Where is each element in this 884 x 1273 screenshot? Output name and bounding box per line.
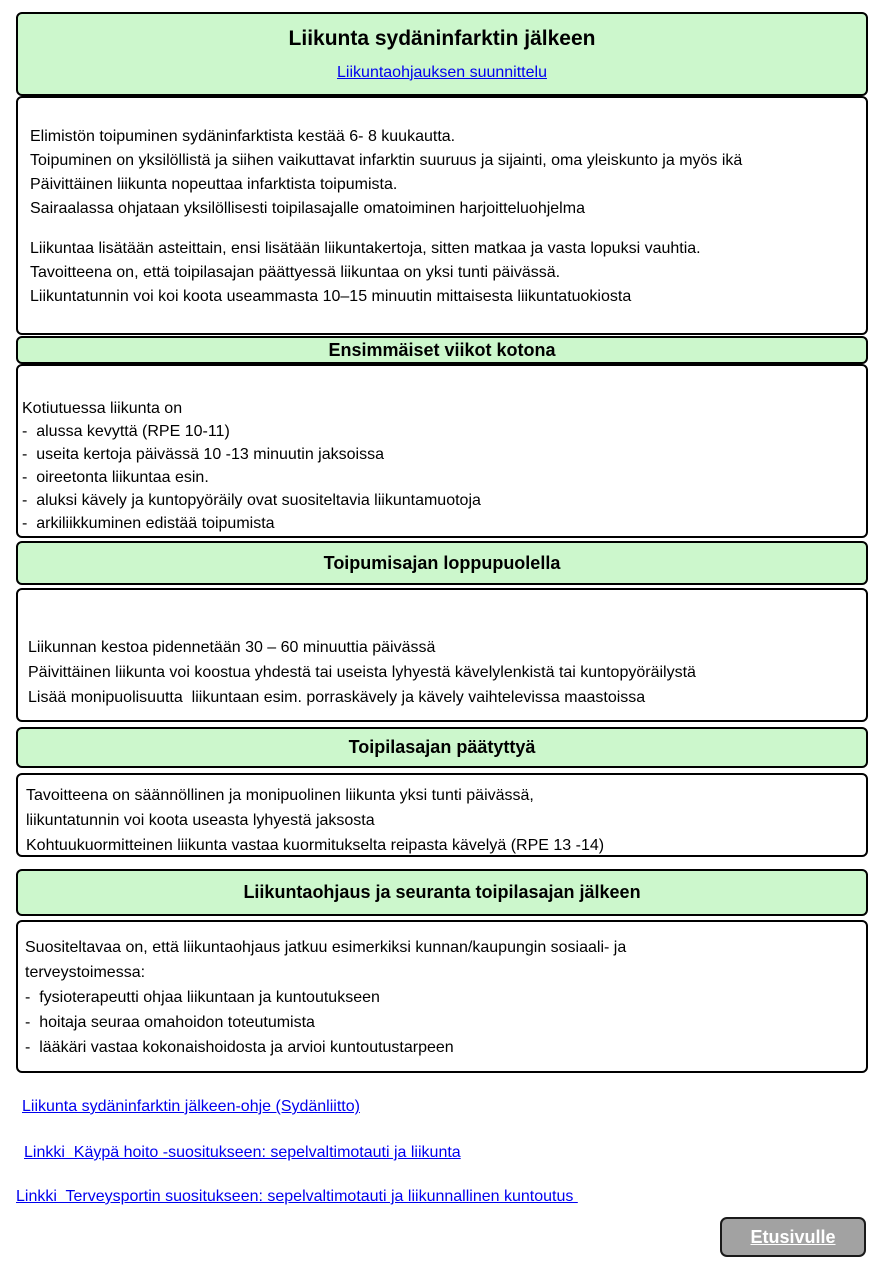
page-title: Liikunta sydäninfarktin jälkeen xyxy=(288,26,596,50)
intro-box xyxy=(16,96,868,335)
text-line: Liikunnan kestoa pidennetään 30 – 60 minuuttia päivässä xyxy=(28,639,436,656)
section-header-late-recovery xyxy=(16,541,868,585)
section-box-after-convalescence xyxy=(16,773,868,857)
list-item: - aluksi kävely ja kuntopyöräily ovat suositeltavia liikuntamuotoja xyxy=(22,492,481,509)
section-header-after-convalescence xyxy=(16,727,868,768)
content-column xyxy=(16,12,868,1205)
section-heading: Liikuntaohjaus ja seuranta toipilasajan jälkeen xyxy=(243,882,641,902)
section-header-first-weeks xyxy=(16,336,868,364)
list-item: - useita kertoja päivässä 10 -13 minuutin jaksoissa xyxy=(22,446,384,463)
text-line: Tavoitteena on säännöllinen ja monipuolinen liikunta yksi tunti päivässä, xyxy=(26,787,534,804)
section-box-first-weeks xyxy=(16,364,868,538)
list-item: - fysioterapeutti ohjaa liikuntaan ja kuntoutukseen xyxy=(25,989,380,1006)
list-item: - lääkäri vastaa kokonaishoidosta ja arvioi kuntoutustarpeen xyxy=(25,1039,454,1056)
list-item: - alussa kevyttä (RPE 10-11) xyxy=(22,423,230,440)
text-line: Liikuntatunnin voi koi koota useammasta 10–15 minuutin mittaisesta liikuntatuokiosta xyxy=(30,288,632,305)
text-line: Suositeltavaa on, että liikuntaohjaus jatkuu esimerkiksi kunnan/kaupungin sosiaali- ja xyxy=(25,939,627,956)
section-box-guidance-followup xyxy=(16,920,868,1073)
text-line: Toipuminen on yksilöllistä ja siihen vaikuttavat infarktin suuruus ja sijainti, oma yleiskunto ja myös ikä xyxy=(30,152,743,169)
section-header-guidance-followup xyxy=(16,869,868,916)
link-sydanliitto-guide[interactable]: Liikunta sydäninfarktin jälkeen-ohje (Sydänliitto) xyxy=(22,1098,360,1115)
list-item: - oireetonta liikuntaa esin. xyxy=(22,469,209,486)
link-list xyxy=(16,1098,868,1205)
text-line: Päivittäinen liikunta voi koostua yhdestä tai useista lyhyestä kävelylenkistä tai kuntopyöräilystä xyxy=(28,664,696,681)
section-heading: Toipumisajan loppupuolella xyxy=(323,552,561,573)
link-kaypa-hoito[interactable]: Linkki Käypä hoito -suositukseen: sepelvaltimotauti ja liikunta xyxy=(24,1144,461,1161)
planning-link[interactable]: Liikuntaohjauksen suunnittelu xyxy=(337,63,547,81)
text-line: Liikuntaa lisätään asteittain, ensi lisätään liikuntakertoja, sitten matkaa ja vasta lopuksi vauhtia. xyxy=(30,240,701,257)
list-item: - arkiliikkuminen edistää toipumista xyxy=(22,515,275,532)
text-line: Kohtuukuormitteinen liikunta vastaa kuormitukselta reipasta kävelyä (RPE 13 -14) xyxy=(26,837,605,854)
title-header xyxy=(16,12,868,96)
text-line: Kotiutuessa liikunta on xyxy=(22,400,183,417)
text-line: Tavoitteena on, että toipilasajan päättyessä liikuntaa on yksi tunti päivässä. xyxy=(30,264,561,281)
intro-paragraph-2 xyxy=(30,237,856,309)
section-box-late-recovery xyxy=(16,588,868,722)
text-line: Elimistön toipuminen sydäninfarktista kestää 6- 8 kuukautta. xyxy=(30,128,456,145)
text-line: terveystoimessa: xyxy=(25,964,146,981)
list-item: - hoitaja seuraa omahoidon toteutumista xyxy=(25,1014,315,1031)
text-line: Sairaalassa ohjataan yksilöllisesti toipilasajalle omatoiminen harjoitteluohjelma xyxy=(30,200,585,217)
text-line: liikuntatunnin voi koota useasta lyhyestä jaksosta xyxy=(26,812,375,829)
text-line: Lisää monipuolisuutta liikuntaan esim. porraskävely ja kävely vaihtelevissa maastoissa xyxy=(28,689,646,706)
intro-paragraph-1 xyxy=(30,125,856,221)
section-heading: Ensimmäiset viikot kotona xyxy=(328,339,556,360)
home-button[interactable]: Etusivulle xyxy=(720,1217,866,1257)
text-line: Päivittäinen liikunta nopeuttaa infarktista toipumista. xyxy=(30,176,398,193)
link-terveysportti[interactable]: Linkki Terveysportin suositukseen: sepelvaltimotauti ja liikunnallinen kuntoutus xyxy=(16,1188,578,1205)
section-heading: Toipilasajan päätyttyä xyxy=(348,737,536,757)
